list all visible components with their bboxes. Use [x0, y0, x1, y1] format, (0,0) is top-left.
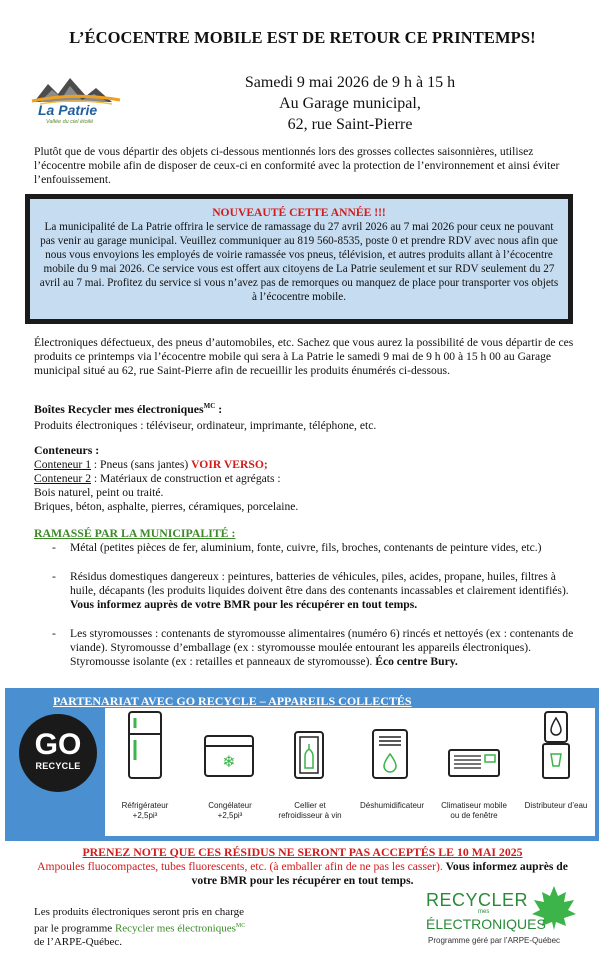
conteneur-1-line: Conteneur 1 : Pneus (sans jantes) VOIR VERSO;: [34, 458, 268, 471]
warning-title: PRENEZ NOTE QUE CES RÉSIDUS NE SERONT PAS ACCEPTÉS LE 10 MAI 2025: [82, 845, 523, 859]
appliances-panel: [105, 708, 595, 836]
electronics-paragraph: Électroniques défectueux, des pneus d’automobiles, etc. Sachez que vous aurez la possibilité de vous départir de ces produits ce printemps via l’écocentre mobile qui sera à La Patrie le samedi 9 mai de 9 h 00 à 15 h 00 au Garage municipal situé au 62, rue Saint-Pierre afin de recueillir les produits énumérés ci-dessous.: [34, 336, 574, 378]
go-logo-text: GO: [34, 728, 82, 761]
appliance-label: Congélateur +2,5pi³: [208, 801, 252, 820]
list-item-rdd: Résidus domestiques dangereux : peintures, batteries de véhicules, piles, acides, propane, huiles, filtres à huile, décapants (les produits liquides doivent être dans des contenants incassables et clairement identifiés). Vous informez auprès de votre BMR pour les récupérer en tout temps.: [70, 570, 569, 612]
event-info: [200, 72, 500, 135]
event-date: Samedi 9 mai 2026 de 9 h à 15 h: [244, 74, 456, 91]
news-title: NOUVEAUTÉ CETTE ANNÉE !!!: [212, 206, 386, 219]
event-place: Au Garage municipal,: [279, 95, 421, 112]
event-address: 62, rue Saint-Pierre: [287, 116, 413, 133]
svg-text:❄: ❄: [222, 752, 236, 771]
logo-name: La Patrie: [38, 102, 98, 118]
news-body: La municipalité de La Patrie offrira le service de ramassage du 27 avril 2026 au 7 mai 2026 pour ceux ne pouvant pas venir au garage municipal. Veuillez communiquer au 819 560-8535, poste 0 et prendre RDV avec nous afin que nous vous envoyions les employés de voirie ramassée vos pneus, télévision, et autres produits allant à l’écocentre mobile du 9 mai 2026. Ce service vous est offert aux citoyens de La Patrie seulement et sur RDV seulement du 27 avril au 7 mai. Profitez du service si vous n’avez pas de remorques ou manquez de place pour transporter vos objets à l’écocentre mobile.: [39, 221, 559, 303]
go-logo-sub: RECYCLE: [35, 761, 81, 771]
recycler-mes-electroniques-logo: RECYCLER mes ÉLECTRONIQUES Programme géré par l’ARPE-Québec: [420, 884, 585, 950]
appliance-label: Déshumidificateur: [359, 801, 425, 810]
warning-body: Ampoules fluocompactes, tubes fluorescents, etc. (à emballer afin de ne pas les casser). Vous informez auprès de votre BMR pour les récupérer en tout temps.: [37, 860, 568, 888]
air-conditioner-icon: [447, 748, 501, 778]
boites-items: Produits électroniques : téléviseur, ordinateur, imprimante, téléphone, etc.: [34, 419, 377, 432]
refrigerator-icon: [125, 710, 165, 782]
footer-text: Les produits électroniques seront pris en charge par le programme Recycler mes électroniques$^{MC}$ de l’ARPE-Québec.: [34, 906, 246, 948]
dehumidifier-icon: [371, 728, 409, 780]
appliance-label: Climatiseur mobile ou de fenêtre: [441, 801, 507, 820]
page-title: L’ÉCOCENTRE MOBILE EST DE RETOUR CE PRINTEMPS!: [69, 28, 536, 47]
conteneurs-heading: Conteneurs :: [34, 443, 100, 457]
partner-section: [5, 688, 599, 841]
bullet-dash: -: [52, 570, 56, 583]
freezer-icon: [203, 734, 255, 778]
intro-paragraph: Plutôt que de vous départir des objets ci-dessous mentionnés lors des grosses collectes saisonnières, utilisez l’écocentre mobile afin de disposer de ceux-ci en conformité avec la protection de l’environnement et ainsi éviter l’enfouissement.: [34, 145, 560, 187]
logo-tagline: Vallée du ciel étoilé: [46, 119, 94, 125]
conteneur-2-masonry: Briques, béton, asphalte, pierres, céramiques, porcelaine.: [34, 500, 299, 513]
news-box: [25, 194, 573, 324]
boites-heading: Boîtes Recycler mes électroniques$^{MC}$ :: [34, 402, 223, 416]
conteneur-2-wood: Bois naturel, peint ou traité.: [34, 486, 164, 499]
voir-verso-flag: VOIR VERSO;: [191, 458, 268, 471]
bullet-dash: -: [52, 627, 56, 640]
conteneur-2-line: Conteneur 2 : Matériaux de construction et agrégats :: [34, 472, 281, 485]
ramasse-heading: RAMASSÉ PAR LA MUNICIPALITÉ :: [34, 526, 236, 540]
wine-cellar-icon: [293, 730, 325, 780]
appliance-label: Distributeur d’eau: [524, 801, 588, 810]
bullet-dash: -: [52, 541, 56, 554]
water-dispenser-icon: [541, 710, 571, 780]
partner-title: PARTENARIAT AVEC GO RECYCLE – APPAREILS COLLECTÉS: [53, 694, 412, 708]
appliance-label: Réfrigérateur +2,5pi³: [121, 801, 169, 820]
list-item-styromousse: Les styromousses : contenants de styromousse alimentaires (numéro 6) rincés et nettoyés (ex : contenants de viande). Styromousse d’emballage (ex : styromousse moulée entourant les appareils électroniques). Styromousse isolante (ex : retailles et panneaux de styromousse). Éco centre Bury.: [70, 627, 574, 669]
appliance-label: Cellier et refroidisseur à vin: [278, 801, 342, 820]
list-item-metal: Métal (petites pièces de fer, aluminium, fonte, cuivre, fils, broches, contenants de peinture vides, etc.): [70, 541, 542, 554]
